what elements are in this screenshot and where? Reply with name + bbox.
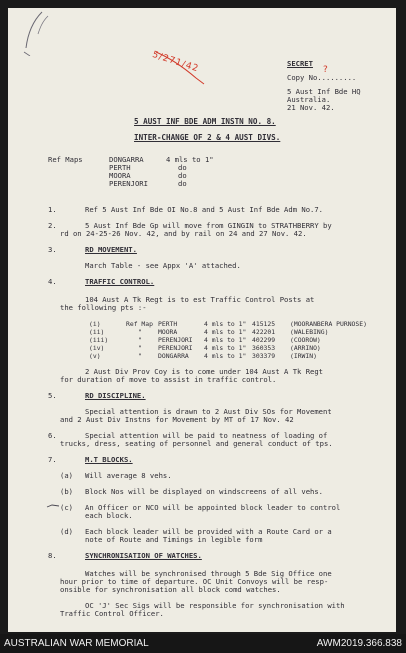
item-line: An Officer or NCO will be appointed block leader to control [85,503,341,512]
post-index: (ii) [89,328,105,336]
item-line: Block Nos will be displayed on windscreens of all vehs. [85,487,323,496]
document-subtitle: INTER-CHANGE OF 2 & 4 AUST DIVS. [134,133,281,142]
para-8-heading: SYNCHRONISATION OF WATCHES. [85,551,202,560]
para-number: 8. [48,551,57,560]
ref-map-scale: do [178,179,187,188]
post-map: MOORA [158,328,178,336]
post-map: PERENJORI [158,336,193,344]
item-line: Will average 8 vehs. [85,471,172,480]
post-map: DONGARRA [158,352,189,360]
archive-footer [0,634,406,653]
para-3-heading: RD MOVEMENT. [85,245,137,254]
para-5-heading: RD DISCIPLINE. [85,391,146,400]
document-title: 5 AUST INF BDE ADM INSTN NO. 8. [134,117,276,126]
post-place: (IRWIN) [290,352,317,360]
ref-maps-label: Ref Maps [48,155,83,164]
post-ref: 360353 [252,344,276,352]
para-1-text: Ref 5 Aust Inf Bde OI No.8 and 5 Aust Inf Bde Adm No.7. [85,205,323,214]
document-page [8,8,396,632]
post-index: (iii) [89,336,109,344]
para-8-line: OC 'J' Sec Sigs will be responsible for synchronisation with [85,601,345,610]
para-4-heading: TRAFFIC CONTROL. [85,277,155,286]
issue-date: 21 Nov. 42. [287,103,335,112]
post-ditto: " [138,336,142,344]
para-3-text: March Table - see Appx 'A' attached. [85,261,241,270]
post-ref: 402299 [252,336,276,344]
post-place: (MOORANBERA PURNOSE) [290,320,367,328]
item-line: each block. [85,511,133,520]
post-place: (ARRINO) [290,344,321,352]
para-5-line: and 2 Aust Div Instns for Movement by MT of 17 Nov. 42 [60,415,294,424]
ref-map-name: PERENJORI [109,179,148,188]
para-8-line: onsible for synchronisation all block comd watches. [60,585,281,594]
pencil-mark-icon [20,10,56,56]
item-line: Each block leader will be provided with a Route Card or a [85,527,332,536]
para-4-intro-line: 104 Aust A Tk Regt is to est Traffic Control Posts at [85,295,315,304]
ref-map-scale: 4 mls to 1" [166,155,214,164]
ref-map-scale: do [178,171,187,180]
para-6-line: Special attention will be paid to neatness of loading of [85,431,328,440]
copy-number: Copy No......... [287,73,357,82]
para-number: 2. [48,221,57,230]
para-number: 4. [48,277,57,286]
post-ditto: " [138,352,142,360]
handwritten-copy-mark: ? [323,65,328,75]
item-line: note of Route and Timings in legible form [85,535,263,544]
post-place: (COOROW) [290,336,321,344]
para-number: 7. [48,455,57,464]
item-letter: (d) [60,527,73,536]
para-number: 3. [48,245,57,254]
ref-map-name: MOORA [109,171,131,180]
post-scale: 4 mls to 1" [204,328,247,336]
pencil-tick-icon [46,502,60,510]
ref-map-name: PERTH [109,163,131,172]
item-letter: (c) [60,503,73,512]
para-2-line: rd on 24-25-26 Nov. 42, and by rail on 24 and 27 Nov. 42. [60,229,307,238]
issuing-place: Australia. [287,95,331,104]
para-5-line: Special attention is drawn to 2 Aust Div SOs for Movement [85,407,332,416]
post-map: PERTH [158,320,178,328]
item-letter: (b) [60,487,73,496]
post-ref: 303379 [252,352,276,360]
para-8-line: Watches will be synchronised through 5 Bde Sig Office one [85,569,332,578]
post-scale: 4 mls to 1" [204,320,247,328]
post-index: (iv) [89,344,105,352]
post-ditto: " [138,328,142,336]
para-8-line: hour prior to time of departure. OC Unit Convoys will be resp- [60,577,329,586]
ref-map-scale: do [178,163,187,172]
post-scale: 4 mls to 1" [204,336,247,344]
ref-map-name: DONGARRA [109,155,144,164]
post-map: PERENJORI [158,344,193,352]
item-letter: (a) [60,471,73,480]
para-2-line: 5 Aust Inf Bde Gp will move from GINGIN to STRATHBERRY by [85,221,332,230]
post-index: (v) [89,352,101,360]
para-8-line: Traffic Control Officer. [60,609,164,618]
red-ink-circle-icon [152,48,212,88]
post-index: (i) [89,320,101,328]
para-number: 5. [48,391,57,400]
handwritten-file-reference: 5/271/42 [150,50,201,75]
post-scale: 4 mls to 1" [204,352,247,360]
post-ditto: Ref Map [126,320,153,328]
para-number: 6. [48,431,57,440]
footer-accession-number: AWM2019.366.838 [316,638,402,649]
para-4-closing-line: for duration of move to assist in traffic control. [60,375,277,384]
para-number: 1. [48,205,57,214]
footer-institution: AUSTRALIAN WAR MEMORIAL [4,638,149,649]
para-4-intro-line: the following pts :- [60,303,147,312]
para-4-closing-line: 2 Aust Div Prov Coy is to come under 104 Aust A Tk Regt [85,367,323,376]
post-ref: 422201 [252,328,276,336]
issuing-hq: 5 Aust Inf Bde HQ [287,87,361,96]
post-ditto: " [138,344,142,352]
post-ref: 415125 [252,320,276,328]
para-7-heading: M.T BLOCKS. [85,455,133,464]
post-scale: 4 mls to 1" [204,344,247,352]
para-6-line: trucks, dress, seating of personnel and general conduct of tps. [60,439,333,448]
security-classification: SECRET [287,59,313,68]
post-place: (WALEBING) [290,328,329,336]
